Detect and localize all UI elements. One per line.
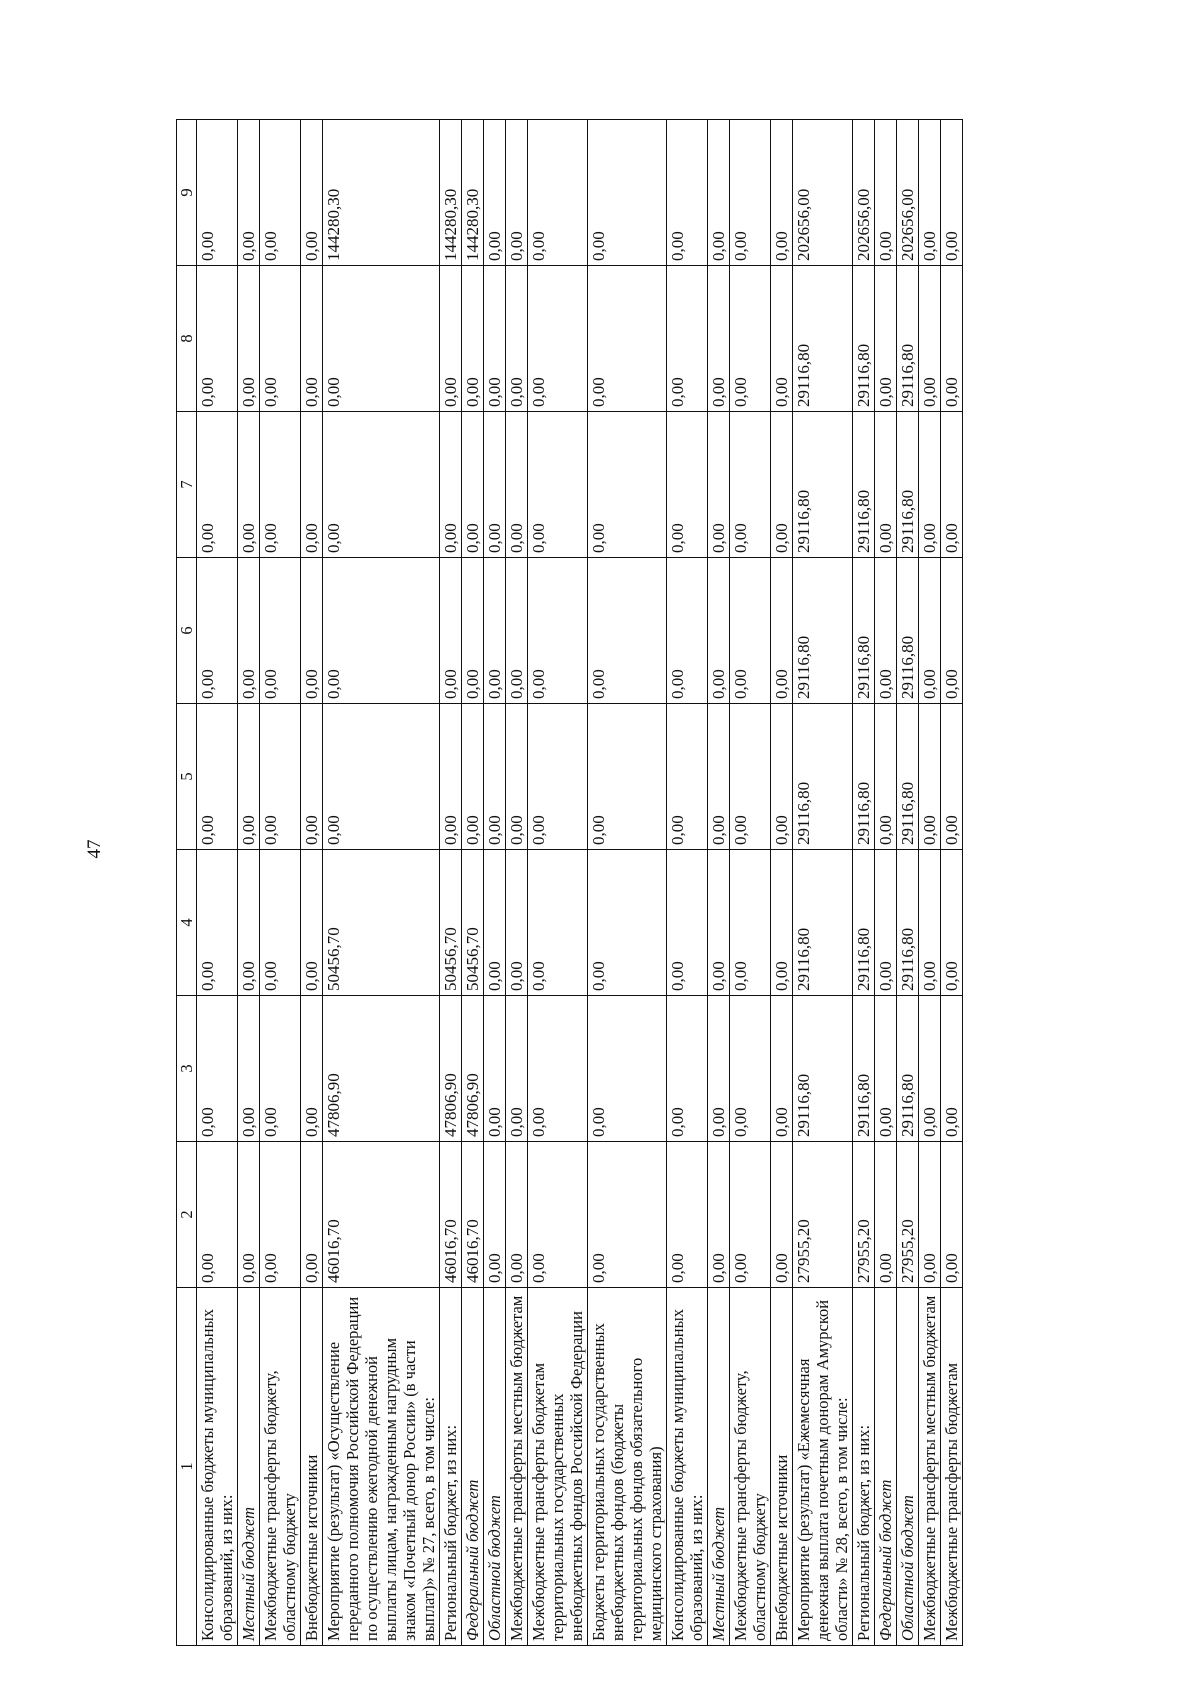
table-cell: 0,00 [588, 412, 667, 558]
table-row [440, 120, 462, 1646]
table-cell: 0,00 [730, 120, 771, 266]
table-cell: 29116,80 [853, 850, 875, 996]
table-cell: 0,00 [301, 704, 323, 850]
table-row [588, 120, 667, 1646]
table-cell: 0,00 [260, 412, 301, 558]
table-cell: 0,00 [484, 1142, 506, 1288]
table-row [793, 120, 853, 1646]
table-cell: 0,00 [506, 120, 528, 266]
table-cell: 0,00 [260, 1142, 301, 1288]
table-cell: 202656,00 [897, 120, 919, 266]
table-cell: 0,00 [941, 996, 963, 1142]
table-cell: 0,00 [462, 412, 484, 558]
table-cell: 0,00 [875, 996, 897, 1142]
table-cell: 0,00 [919, 704, 941, 850]
table-cell: 144280,30 [462, 120, 484, 266]
table-cell: 0,00 [301, 850, 323, 996]
table-cell: 27955,20 [897, 1142, 919, 1288]
table-cell: 0,00 [506, 412, 528, 558]
table-cell: 0,00 [197, 412, 238, 558]
table-cell: 0,00 [588, 850, 667, 996]
table-cell: 0,00 [440, 266, 462, 412]
table-cell: 0,00 [667, 704, 708, 850]
table-cell: 29116,80 [793, 704, 853, 850]
row-label: Внебюджетные источники [301, 1288, 323, 1646]
row-label: Федеральный бюджет [462, 1288, 484, 1646]
table-cell: 0,00 [667, 120, 708, 266]
table-cell: 46016,70 [440, 1142, 462, 1288]
table-cell: 0,00 [197, 1142, 238, 1288]
table-cell: 0,00 [875, 266, 897, 412]
table-cell: 0,00 [528, 266, 588, 412]
table-cell: 29116,80 [897, 996, 919, 1142]
table-row [506, 120, 528, 1646]
table-cell: 0,00 [260, 558, 301, 704]
table-cell: 0,00 [941, 1142, 963, 1288]
row-label: Межбюджетные трансферты бюджету, областному бюджету [260, 1288, 301, 1646]
table-cell: 0,00 [771, 1142, 793, 1288]
table-cell: 27955,20 [853, 1142, 875, 1288]
table-cell: 0,00 [238, 704, 260, 850]
table-cell: 0,00 [667, 558, 708, 704]
table-cell: 0,00 [528, 558, 588, 704]
table-row [528, 120, 588, 1646]
table-cell: 0,00 [771, 120, 793, 266]
table-cell: 0,00 [484, 120, 506, 266]
table-cell: 0,00 [528, 996, 588, 1142]
column-header-7: 7 [177, 412, 197, 558]
column-header-3: 3 [177, 996, 197, 1142]
table-cell: 0,00 [771, 558, 793, 704]
table-cell: 0,00 [771, 996, 793, 1142]
table-cell: 0,00 [506, 850, 528, 996]
table-header [177, 120, 197, 1646]
table-cell: 50456,70 [323, 850, 440, 996]
table-cell: 0,00 [730, 266, 771, 412]
table-cell: 29116,80 [793, 412, 853, 558]
table-cell: 0,00 [528, 704, 588, 850]
table-cell: 0,00 [197, 996, 238, 1142]
table-cell: 0,00 [506, 266, 528, 412]
table-cell: 0,00 [667, 266, 708, 412]
table-cell: 0,00 [238, 558, 260, 704]
table-cell: 0,00 [730, 704, 771, 850]
table-row [238, 120, 260, 1646]
table-cell: 0,00 [484, 266, 506, 412]
table-row [667, 120, 708, 1646]
table-cell: 0,00 [528, 120, 588, 266]
table-cell: 47806,90 [462, 996, 484, 1142]
table-cell: 0,00 [301, 412, 323, 558]
table-cell: 0,00 [730, 850, 771, 996]
table-cell: 0,00 [941, 558, 963, 704]
row-label: Межбюджетные трансферты местным бюджетам [506, 1288, 528, 1646]
table-cell: 0,00 [484, 412, 506, 558]
row-label: Межбюджетные трансферты бюджету, областному бюджету [730, 1288, 771, 1646]
column-header-9: 9 [177, 120, 197, 266]
row-label: Межбюджетные трансферты бюджетам территориальных государственных внебюджетных фондов Российской Федерации [528, 1288, 588, 1646]
table-cell: 0,00 [708, 996, 730, 1142]
table-cell: 0,00 [730, 412, 771, 558]
table-cell: 0,00 [588, 704, 667, 850]
table-cell: 0,00 [730, 558, 771, 704]
table-cell: 0,00 [708, 120, 730, 266]
table-cell: 0,00 [667, 850, 708, 996]
table-cell: 29116,80 [793, 850, 853, 996]
table-cell: 0,00 [484, 850, 506, 996]
table-cell: 0,00 [260, 266, 301, 412]
table-cell: 0,00 [588, 266, 667, 412]
row-label: Межбюджетные трансферты бюджетам [941, 1288, 963, 1646]
column-header-4: 4 [177, 850, 197, 996]
table-cell: 0,00 [919, 1142, 941, 1288]
table-cell: 0,00 [588, 558, 667, 704]
table-cell: 0,00 [260, 120, 301, 266]
table-cell: 0,00 [919, 996, 941, 1142]
table-cell: 0,00 [588, 1142, 667, 1288]
row-label: Региональный бюджет, из них: [440, 1288, 462, 1646]
table-cell: 0,00 [440, 704, 462, 850]
table-cell: 0,00 [941, 120, 963, 266]
table-cell: 50456,70 [462, 850, 484, 996]
table-cell: 0,00 [260, 704, 301, 850]
table-cell: 29116,80 [793, 996, 853, 1142]
table-cell: 29116,80 [853, 558, 875, 704]
table-cell: 0,00 [708, 704, 730, 850]
table-cell: 0,00 [588, 996, 667, 1142]
table-cell: 0,00 [528, 412, 588, 558]
table-row [462, 120, 484, 1646]
table-cell: 0,00 [875, 120, 897, 266]
table-cell: 144280,30 [323, 120, 440, 266]
table-cell: 0,00 [875, 850, 897, 996]
table-cell: 0,00 [197, 704, 238, 850]
table-cell: 0,00 [919, 558, 941, 704]
column-header-5: 5 [177, 704, 197, 850]
table-cell: 29116,80 [853, 266, 875, 412]
budget-table-sheet [176, 120, 1098, 1646]
table-cell: 0,00 [919, 850, 941, 996]
table-row [941, 120, 963, 1646]
table-cell: 0,00 [462, 266, 484, 412]
table-cell: 29116,80 [897, 850, 919, 996]
table-cell: 29116,80 [853, 412, 875, 558]
table-cell: 0,00 [771, 412, 793, 558]
row-label: Мероприятие (результат) «Осуществление переданного полномочия Российской Федерации по осуществлению ежегодной денежной выплаты лицам, награжденным нагрудным знаком «Почетный донор России» (в части выплат)» № 27, всего, в том числе: [323, 1288, 440, 1646]
row-label: Бюджеты территориальных государственных внебюджетных фондов (бюджеты территориальных фондов обязательного медицинского страхования) [588, 1288, 667, 1646]
table-row [875, 120, 897, 1646]
page-number: 47 [84, 839, 105, 859]
table-cell: 29116,80 [897, 412, 919, 558]
row-label: Областной бюджет [897, 1288, 919, 1646]
table-row [323, 120, 440, 1646]
table-cell: 0,00 [919, 412, 941, 558]
table-cell: 0,00 [440, 558, 462, 704]
table-cell: 29116,80 [897, 704, 919, 850]
table-cell: 0,00 [941, 704, 963, 850]
table-cell: 0,00 [301, 266, 323, 412]
table-cell: 0,00 [875, 1142, 897, 1288]
column-header-1: 1 [177, 1288, 197, 1646]
table-cell: 202656,00 [853, 120, 875, 266]
table-cell: 0,00 [875, 412, 897, 558]
table-row [897, 120, 919, 1646]
table-row [197, 120, 238, 1646]
row-label: Консолидированные бюджеты муниципальных образований, из них: [197, 1288, 238, 1646]
table-cell: 0,00 [462, 704, 484, 850]
column-header-6: 6 [177, 558, 197, 704]
table-cell: 0,00 [323, 266, 440, 412]
header-row [177, 120, 197, 1646]
table-cell: 0,00 [708, 412, 730, 558]
row-label: Федеральный бюджет [875, 1288, 897, 1646]
table-body [197, 120, 963, 1646]
table-cell: 0,00 [506, 1142, 528, 1288]
row-label: Местный бюджет [708, 1288, 730, 1646]
table-cell: 0,00 [875, 704, 897, 850]
table-cell: 29116,80 [793, 266, 853, 412]
table-cell: 0,00 [484, 704, 506, 850]
table-cell: 0,00 [238, 412, 260, 558]
table-cell: 29116,80 [853, 704, 875, 850]
table-cell: 0,00 [301, 996, 323, 1142]
table-cell: 0,00 [506, 996, 528, 1142]
table-cell: 0,00 [506, 558, 528, 704]
row-label: Межбюджетные трансферты местным бюджетам [919, 1288, 941, 1646]
table-cell: 0,00 [238, 996, 260, 1142]
table-cell: 0,00 [301, 558, 323, 704]
column-header-8: 8 [177, 266, 197, 412]
table-cell: 0,00 [919, 266, 941, 412]
table-row [919, 120, 941, 1646]
table-cell: 0,00 [238, 1142, 260, 1288]
table-cell: 0,00 [301, 1142, 323, 1288]
table-cell: 0,00 [941, 266, 963, 412]
table-cell: 0,00 [667, 1142, 708, 1288]
table-cell: 0,00 [484, 558, 506, 704]
row-label: Внебюджетные источники [771, 1288, 793, 1646]
table-cell: 0,00 [323, 704, 440, 850]
table-cell: 0,00 [197, 120, 238, 266]
table-cell: 0,00 [708, 1142, 730, 1288]
table-cell: 47806,90 [440, 996, 462, 1142]
table-row [484, 120, 506, 1646]
table-cell: 0,00 [323, 412, 440, 558]
table-cell: 0,00 [238, 850, 260, 996]
table-cell: 29116,80 [897, 266, 919, 412]
table-cell: 0,00 [462, 558, 484, 704]
row-label: Областной бюджет [484, 1288, 506, 1646]
table-row [708, 120, 730, 1646]
table-row [853, 120, 875, 1646]
table-cell: 0,00 [440, 412, 462, 558]
table-cell: 29116,80 [853, 996, 875, 1142]
table-row [301, 120, 323, 1646]
table-cell: 0,00 [708, 558, 730, 704]
row-label: Мероприятие (результат) «Ежемесячная денежная выплата почетным донорам Амурской области» № 28, всего, в том числе: [793, 1288, 853, 1646]
table-row [260, 120, 301, 1646]
table-cell: 0,00 [875, 558, 897, 704]
table-cell: 0,00 [528, 850, 588, 996]
table-cell: 29116,80 [897, 558, 919, 704]
table-cell: 0,00 [771, 266, 793, 412]
table-cell: 0,00 [730, 1142, 771, 1288]
table-cell: 0,00 [588, 120, 667, 266]
table-cell: 0,00 [197, 558, 238, 704]
table-cell: 202656,00 [793, 120, 853, 266]
table-cell: 50456,70 [440, 850, 462, 996]
table-cell: 0,00 [197, 266, 238, 412]
table-cell: 0,00 [667, 996, 708, 1142]
table-cell: 29116,80 [793, 558, 853, 704]
table-cell: 0,00 [730, 996, 771, 1142]
table-cell: 0,00 [771, 704, 793, 850]
row-label: Местный бюджет [238, 1288, 260, 1646]
row-label: Региональный бюджет, из них: [853, 1288, 875, 1646]
table-cell: 0,00 [667, 412, 708, 558]
table-cell: 0,00 [301, 120, 323, 266]
table-cell: 0,00 [708, 266, 730, 412]
table-cell: 0,00 [708, 850, 730, 996]
table-cell: 0,00 [484, 996, 506, 1142]
table-cell: 47806,90 [323, 996, 440, 1142]
table-row [771, 120, 793, 1646]
table-cell: 0,00 [528, 1142, 588, 1288]
table-cell: 0,00 [506, 704, 528, 850]
table-cell: 46016,70 [462, 1142, 484, 1288]
table-cell: 0,00 [941, 850, 963, 996]
table-cell: 0,00 [238, 120, 260, 266]
table-cell: 0,00 [941, 412, 963, 558]
table-cell: 46016,70 [323, 1142, 440, 1288]
column-header-2: 2 [177, 1142, 197, 1288]
table-cell: 0,00 [260, 850, 301, 996]
table-row [730, 120, 771, 1646]
table-cell: 27955,20 [793, 1142, 853, 1288]
budget-table [176, 119, 963, 1646]
table-cell: 0,00 [771, 850, 793, 996]
row-label: Консолидированные бюджеты муниципальных образований, из них: [667, 1288, 708, 1646]
table-cell: 0,00 [260, 996, 301, 1142]
table-cell: 0,00 [323, 558, 440, 704]
table-cell: 0,00 [238, 266, 260, 412]
table-cell: 0,00 [919, 120, 941, 266]
table-cell: 0,00 [197, 850, 238, 996]
table-cell: 144280,30 [440, 120, 462, 266]
